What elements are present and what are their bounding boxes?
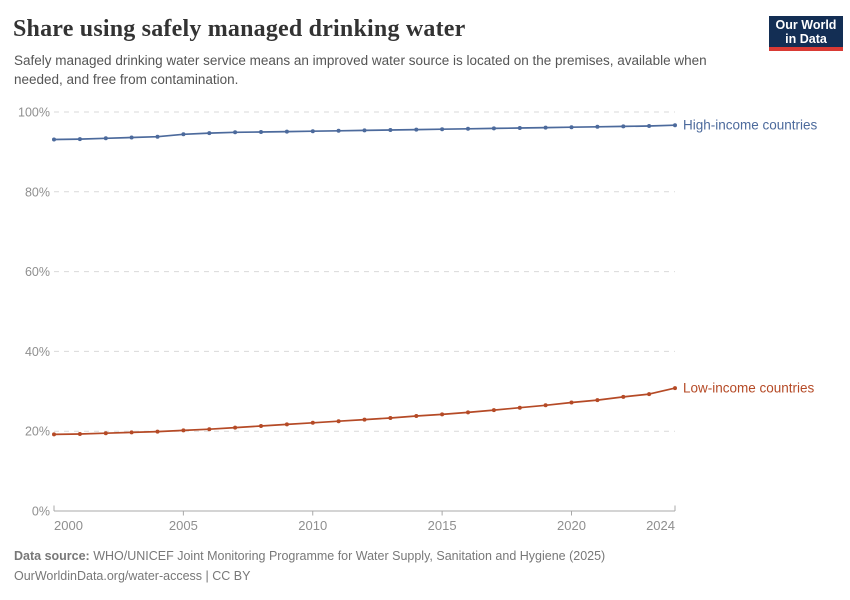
attribution-line: OurWorldinData.org/water-access | CC BY [14,568,251,583]
high-income-countries-point-2013 [388,128,392,132]
low-income-countries-point-2022 [621,395,625,399]
low-income-countries-point-2014 [414,414,418,418]
owid-logo-red-bar [769,47,843,51]
low-income-countries-point-2006 [207,427,211,431]
high-income-countries-point-2003 [130,136,134,140]
low-income-countries-point-2011 [337,419,341,423]
low-income-countries-point-2015 [440,412,444,416]
high-income-countries-point-2023 [647,124,651,128]
high-income-countries-point-2006 [207,131,211,135]
low-income-countries-point-2007 [233,426,237,430]
owid-logo-line1: Our World [775,18,837,32]
chart-footer [14,547,814,586]
high-income-countries-point-2021 [595,125,599,129]
y-axis-label-60: 60% [24,265,50,280]
y-axis-label-0: 0% [31,504,50,519]
high-income-countries-point-2001 [78,137,82,141]
high-income-countries-point-2007 [233,130,237,134]
low-income-countries-point-2004 [156,430,160,434]
high-income-countries-point-2016 [466,127,470,131]
low-income-countries-point-2000 [52,432,56,436]
high-income-countries-point-2011 [337,129,341,133]
high-income-countries-point-2002 [104,136,108,140]
low-income-countries-point-2023 [647,392,651,396]
low-income-countries-point-2005 [181,428,185,432]
low-income-countries-label: Low-income countries [683,380,815,396]
low-income-countries-point-2013 [388,416,392,420]
high-income-countries-point-2014 [414,128,418,132]
high-income-countries-point-2018 [518,126,522,130]
y-axis-label-100: 100% [18,105,50,120]
data-source-line [14,547,814,567]
x-axis-label-2024: 2024 [646,518,675,533]
high-income-countries-point-2019 [544,126,548,130]
low-income-countries-point-2010 [311,421,315,425]
low-income-countries-point-2001 [78,432,82,436]
low-income-countries-point-2003 [130,430,134,434]
x-axis-label-2020: 2020 [557,518,586,533]
y-axis-label-20: 20% [24,424,50,439]
x-axis-label-2000: 2000 [54,518,83,533]
low-income-countries-point-2012 [363,418,367,422]
x-axis-label-2005: 2005 [168,518,198,533]
x-axis-label-2015: 2015 [427,518,457,533]
high-income-countries-point-2017 [492,126,496,130]
low-income-countries-point-2018 [518,406,522,410]
low-income-countries-point-2008 [259,424,263,428]
x-axis-label-2010: 2010 [298,518,328,533]
high-income-countries-point-2024 [673,123,677,127]
y-axis-label-40: 40% [24,344,50,359]
high-income-countries-point-2009 [285,130,289,134]
low-income-countries-point-2021 [595,398,599,402]
high-income-countries-point-2000 [52,138,56,142]
high-income-countries-point-2020 [570,125,574,129]
data-source-label: Data source: [14,549,90,563]
low-income-countries-point-2009 [285,422,289,426]
high-income-countries-point-2012 [363,128,367,132]
chart-subtitle: Safely managed drinking water service means an improved water source is located on the premises, available when needed, and free from contamination. [14,53,707,87]
high-income-countries-point-2005 [181,132,185,136]
high-income-countries-point-2008 [259,130,263,134]
low-income-countries-point-2017 [492,408,496,412]
y-axis-label-80: 80% [24,185,50,200]
low-income-countries-point-2016 [466,410,470,414]
high-income-countries-point-2010 [311,129,315,133]
high-income-countries-point-2004 [156,135,160,139]
low-income-countries-point-2019 [544,403,548,407]
owid-logo-line2: in Data [785,32,827,46]
low-income-countries-point-2002 [104,431,108,435]
high-income-countries-label: High-income countries [683,117,818,133]
high-income-countries-point-2022 [621,124,625,128]
owid-logo-text [769,16,843,47]
low-income-countries-point-2024 [673,386,677,390]
owid-logo [769,16,843,51]
high-income-countries-point-2015 [440,127,444,131]
low-income-countries-point-2020 [570,401,574,405]
low-income-countries-line [54,388,675,434]
chart-title: Share using safely managed drinking water [13,16,466,42]
data-source-text: WHO/UNICEF Joint Monitoring Programme for Water Supply, Sanitation and Hygiene (2025) [89,549,606,563]
